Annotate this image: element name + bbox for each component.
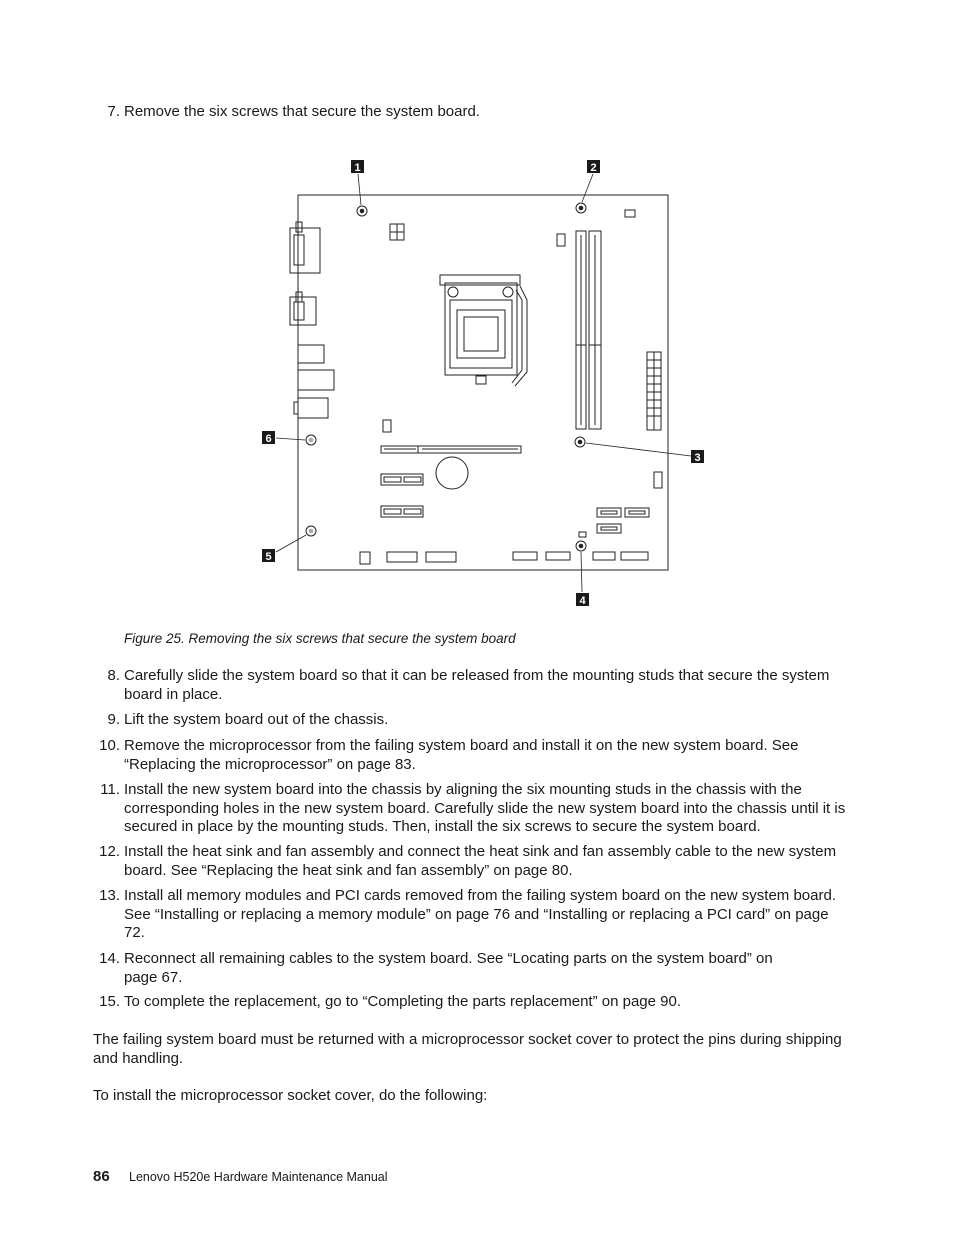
leader-line [276, 535, 306, 552]
step-text: Remove the microprocessor from the failing system board and install it on the new system board. See “Replacing the microprocessor” on page 83. [124, 737, 799, 773]
step-number: 13. [99, 887, 120, 904]
step-number: 8. [107, 667, 120, 684]
step-number: 12. [99, 843, 120, 860]
step-text: To complete the replacement, go to “Completing the parts replacement” on page 90. [124, 993, 681, 1010]
usb-ports [298, 345, 324, 363]
leader-line [358, 174, 361, 205]
step-number: 10. [99, 737, 120, 754]
pcie-x1-slot [381, 474, 423, 485]
step-number: 11. [100, 781, 120, 798]
step-text: Install the new system board into the chassis by aligning the six mounting studs in the chassis with the corresponding holes in the new system board. Carefully slide the new system board into the chassis until it is secured in place by the mounting studs. Then, install the six screws to secure the system board. [124, 781, 846, 835]
header [360, 552, 370, 564]
io-connector [296, 222, 302, 232]
pcie-x1-slot [381, 506, 423, 517]
system-board-figure [250, 150, 710, 620]
small-component [625, 210, 635, 217]
callout-label: 2 [590, 162, 597, 174]
manual-title: Lenovo H520e Hardware Maintenance Manual [129, 1170, 388, 1184]
power-connector [647, 352, 661, 430]
step-text: Reconnect all remaining cables to the system board. See “Locating parts on the system board” on page 67. [124, 950, 773, 986]
step-text: Remove the six screws that secure the system board. [124, 103, 480, 120]
small-component [557, 234, 565, 246]
small-component [654, 472, 662, 488]
callout-label: 4 [579, 595, 586, 607]
callout-label: 6 [265, 433, 272, 445]
step-number: 14. [99, 950, 120, 967]
callout-label: 1 [354, 162, 361, 174]
header [387, 552, 417, 562]
pcie-x16-slot [381, 446, 521, 453]
memory-slots [576, 231, 601, 429]
leader-line [586, 443, 691, 456]
step-text: Lift the system board out of the chassis. [124, 711, 389, 728]
cpu-socket [440, 275, 527, 386]
small-component [383, 420, 391, 432]
step-text: Carefully slide the system board so that it can be released from the mounting studs that secure the system board in place. [124, 667, 830, 703]
header [426, 552, 456, 562]
callout-label: 3 [694, 452, 701, 464]
socket-cover-intro: To install the microprocessor socket cover, do the following: [93, 1087, 488, 1104]
cmos-battery [436, 457, 468, 489]
callout-label: 5 [265, 551, 272, 563]
header [546, 552, 570, 560]
ethernet-port [298, 370, 334, 390]
header [621, 552, 648, 560]
return-note-paragraph: The failing system board must be returned with a microprocessor socket cover to protect the pins during shipping and handling. [93, 1031, 842, 1067]
page-number: 86 [93, 1168, 110, 1185]
step-text: Install all memory modules and PCI cards removed from the failing system board on the new system board. See “Installing or replacing a memory module” on page 76 and “Installing or replacing a PCI card” on page 72. [124, 887, 836, 941]
step-number: 7. [107, 103, 120, 120]
leader-line [581, 552, 582, 592]
header [593, 552, 615, 560]
step-number: 9. [107, 711, 120, 728]
step-number: 15. [99, 993, 120, 1010]
small-component [579, 532, 586, 537]
leader-line [582, 174, 593, 202]
figure-caption: Figure 25. Removing the six screws that secure the system board [124, 631, 516, 646]
header [513, 552, 537, 560]
leader-line [276, 438, 305, 440]
step-text: Install the heat sink and fan assembly and connect the heat sink and fan assembly cable to the new system board. See “Replacing the heat sink and fan assembly” on page 80. [124, 843, 837, 879]
audio-port [298, 398, 328, 418]
